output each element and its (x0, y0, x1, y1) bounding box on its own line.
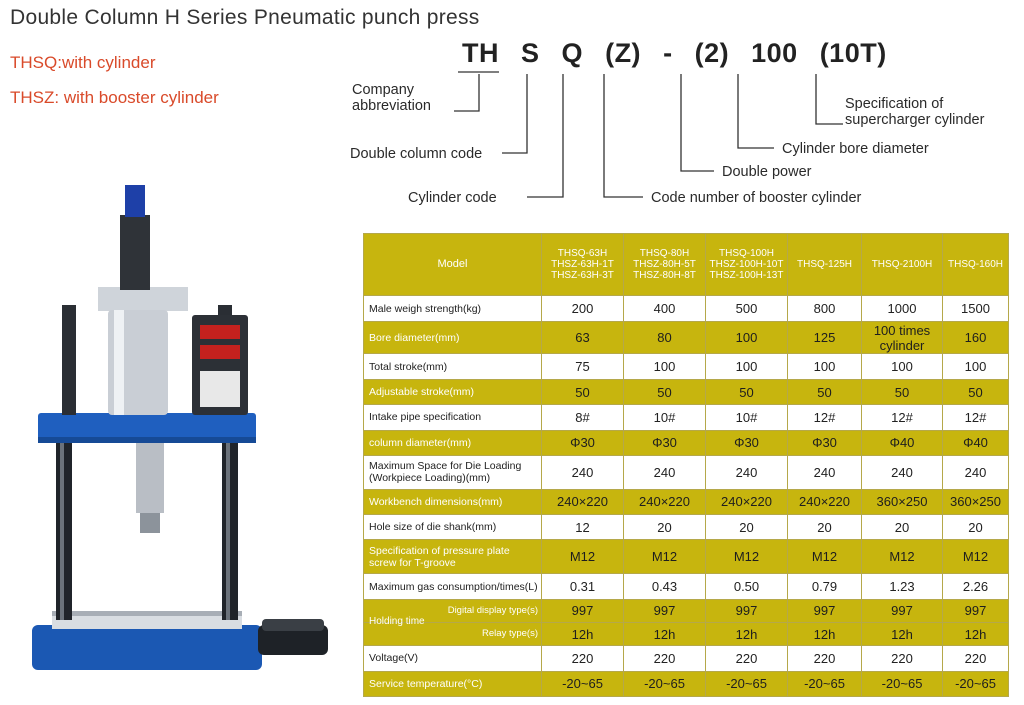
label-double-power: Double power (722, 164, 812, 180)
row-value-cell: 50 (706, 379, 788, 404)
table-row (364, 405, 1009, 430)
row-value-cell: 50 (542, 379, 624, 404)
row-value-cell: 20 (706, 515, 788, 540)
row-value-cell: 240 (943, 455, 1009, 489)
row-value-cell: 240 (624, 455, 706, 489)
row-value-cell: 12h (788, 622, 862, 645)
row-value-cell: -20~65 (624, 671, 706, 696)
row-value-cell: 0.43 (624, 574, 706, 599)
row-parameter-label: column diameter(mm) (364, 430, 542, 455)
label-double-column: Double column code (350, 146, 483, 162)
row-value-cell: 240×220 (542, 489, 624, 514)
header-model-col-6: THSQ-160H (943, 234, 1009, 296)
table-row (364, 646, 1009, 671)
row-value-cell: Φ30 (624, 430, 706, 455)
row-value-cell: 240×220 (706, 489, 788, 514)
holding-time-row (364, 599, 1009, 622)
code-part-q: Q (561, 38, 584, 68)
row-parameter-label: Total stroke(mm) (364, 354, 542, 379)
row-value-cell: 1000 (862, 296, 943, 321)
code-part-10t: (10T) (819, 38, 887, 68)
row-value-cell: 0.31 (542, 574, 624, 599)
row-parameter-label: Hole size of die shank(mm) (364, 515, 542, 540)
label-bore: Cylinder bore diameter (782, 141, 929, 157)
row-value-cell: 20 (943, 515, 1009, 540)
row-parameter-label: Male weigh strength(kg) (364, 296, 542, 321)
row-value-cell: 240 (862, 455, 943, 489)
row-value-cell: -20~65 (862, 671, 943, 696)
row-value-cell: 20 (788, 515, 862, 540)
row-value-cell: 12# (943, 405, 1009, 430)
row-value-cell: 12 (542, 515, 624, 540)
label-booster: Code number of booster cylinder (651, 190, 862, 206)
row-value-cell: 0.50 (706, 574, 788, 599)
row-value-cell: M12 (706, 540, 788, 574)
row-value-cell: M12 (542, 540, 624, 574)
table-row (364, 574, 1009, 599)
row-value-cell: 12h (862, 622, 943, 645)
row-value-cell: 2.26 (943, 574, 1009, 599)
row-value-cell: 100 (943, 354, 1009, 379)
row-value-cell: 100 times cylinder (862, 321, 943, 354)
row-parameter-label: Bore diameter(mm) (364, 321, 542, 354)
row-value-cell: 8# (542, 405, 624, 430)
row-value-cell: 1.23 (862, 574, 943, 599)
row-parameter-label: Maximum gas consumption/times(L) (364, 574, 542, 599)
row-value-cell: 220 (788, 646, 862, 671)
row-value-cell: 12h (624, 622, 706, 645)
row-value-cell: M12 (862, 540, 943, 574)
row-value-cell: 125 (788, 321, 862, 354)
row-value-cell: Φ30 (788, 430, 862, 455)
row-value-cell: -20~65 (943, 671, 1009, 696)
row-parameter-label: Workbench dimensions(mm) (364, 489, 542, 514)
label-company: Company abbreviation (352, 82, 431, 114)
row-value-cell: 20 (862, 515, 943, 540)
table-row (364, 540, 1009, 574)
row-value-cell: 997 (706, 599, 788, 622)
row-value-cell: 220 (542, 646, 624, 671)
row-value-cell: Φ40 (943, 430, 1009, 455)
row-value-cell: 220 (862, 646, 943, 671)
row-value-cell: 240×220 (624, 489, 706, 514)
row-value-cell: 12# (788, 405, 862, 430)
table-row (364, 515, 1009, 540)
row-value-cell: 100 (706, 321, 788, 354)
row-value-cell: 50 (943, 379, 1009, 404)
row-value-cell: 75 (542, 354, 624, 379)
row-value-cell: 997 (624, 599, 706, 622)
row-parameter-label: Intake pipe specification (364, 405, 542, 430)
table-row (364, 671, 1009, 696)
table-row (364, 489, 1009, 514)
row-value-cell: -20~65 (706, 671, 788, 696)
row-value-cell: 20 (624, 515, 706, 540)
row-value-cell: 12# (862, 405, 943, 430)
row-value-cell: 12h (943, 622, 1009, 645)
row-value-cell: 240 (788, 455, 862, 489)
row-value-cell: 0.79 (788, 574, 862, 599)
holding-time-row (364, 622, 1009, 645)
note-thsz: THSZ: with booster cylinder (10, 88, 219, 107)
header-model-col-4: THSQ-125H (788, 234, 862, 296)
row-value-cell: 50 (862, 379, 943, 404)
row-value-cell: 220 (624, 646, 706, 671)
row-value-cell: 997 (542, 599, 624, 622)
row-value-cell: 50 (624, 379, 706, 404)
row-value-cell: 200 (542, 296, 624, 321)
table-row (364, 455, 1009, 489)
header-model-col-5: THSQ-2100H (862, 234, 943, 296)
page-title: Double Column H Series Pneumatic punch press (10, 6, 480, 29)
row-value-cell: 50 (788, 379, 862, 404)
code-part-dash: - (663, 38, 673, 68)
row-value-cell: 997 (788, 599, 862, 622)
row-value-cell: 10# (706, 405, 788, 430)
table-row (364, 321, 1009, 354)
row-parameter-label: Voltage(V) (364, 646, 542, 671)
row-value-cell: Φ30 (542, 430, 624, 455)
table-header-row (364, 234, 1009, 296)
row-value-cell: M12 (788, 540, 862, 574)
holding-time-label: Holding time Digital display type(s) (364, 599, 542, 622)
row-value-cell: 12h (706, 622, 788, 645)
row-value-cell: 100 (624, 354, 706, 379)
row-value-cell: 12h (542, 622, 624, 645)
row-value-cell: 1500 (943, 296, 1009, 321)
code-part-2: (2) (694, 38, 730, 68)
table-row (364, 430, 1009, 455)
code-part-th: TH (462, 38, 499, 68)
row-value-cell: Φ40 (862, 430, 943, 455)
row-value-cell: 100 (862, 354, 943, 379)
punch-press-image (22, 175, 342, 695)
table-row (364, 296, 1009, 321)
row-value-cell: 400 (624, 296, 706, 321)
header-model-col-1: THSQ-63H THSZ-63H-1T THSZ-63H-3T (542, 234, 624, 296)
row-parameter-label: Adjustable stroke(mm) (364, 379, 542, 404)
row-value-cell: 100 (706, 354, 788, 379)
table-row (364, 379, 1009, 404)
row-parameter-label: Maximum Space for Die Loading (Workpiece Loading)(mm) (364, 455, 542, 489)
row-value-cell: 220 (706, 646, 788, 671)
row-value-cell: Φ30 (706, 430, 788, 455)
row-value-cell: 63 (542, 321, 624, 354)
holding-time-sub-label: Relay type(s) (364, 622, 542, 645)
row-value-cell: 360×250 (862, 489, 943, 514)
row-value-cell: M12 (943, 540, 1009, 574)
row-value-cell: 997 (862, 599, 943, 622)
spec-table (363, 233, 1009, 697)
table-row (364, 354, 1009, 379)
row-value-cell: 220 (943, 646, 1009, 671)
header-model-col-2: THSQ-80H THSZ-80H-5T THSZ-80H-8T (624, 234, 706, 296)
row-value-cell: 10# (624, 405, 706, 430)
row-value-cell: 240 (542, 455, 624, 489)
code-part-100: 100 (751, 38, 798, 68)
row-value-cell: 997 (943, 599, 1009, 622)
note-thsq: THSQ:with cylinder (10, 53, 156, 72)
row-value-cell: 160 (943, 321, 1009, 354)
code-part-z: (Z) (605, 38, 642, 68)
row-value-cell: 800 (788, 296, 862, 321)
row-value-cell: 80 (624, 321, 706, 354)
row-parameter-label: Specification of pressure plate screw for T-groove (364, 540, 542, 574)
code-part-s: S (521, 38, 540, 68)
header-model: Model (364, 234, 542, 296)
label-cylinder: Cylinder code (408, 190, 497, 206)
label-supercharger: Specification of supercharger cylinder (845, 96, 985, 128)
header-model-col-3: THSQ-100H THSZ-100H-10T THSZ-100H-13T (706, 234, 788, 296)
row-value-cell: 360×250 (943, 489, 1009, 514)
row-parameter-label: Service temperature(°C) (364, 671, 542, 696)
row-value-cell: M12 (624, 540, 706, 574)
row-value-cell: -20~65 (788, 671, 862, 696)
row-value-cell: -20~65 (542, 671, 624, 696)
row-value-cell: 100 (788, 354, 862, 379)
row-value-cell: 240 (706, 455, 788, 489)
row-value-cell: 500 (706, 296, 788, 321)
row-value-cell: 240×220 (788, 489, 862, 514)
